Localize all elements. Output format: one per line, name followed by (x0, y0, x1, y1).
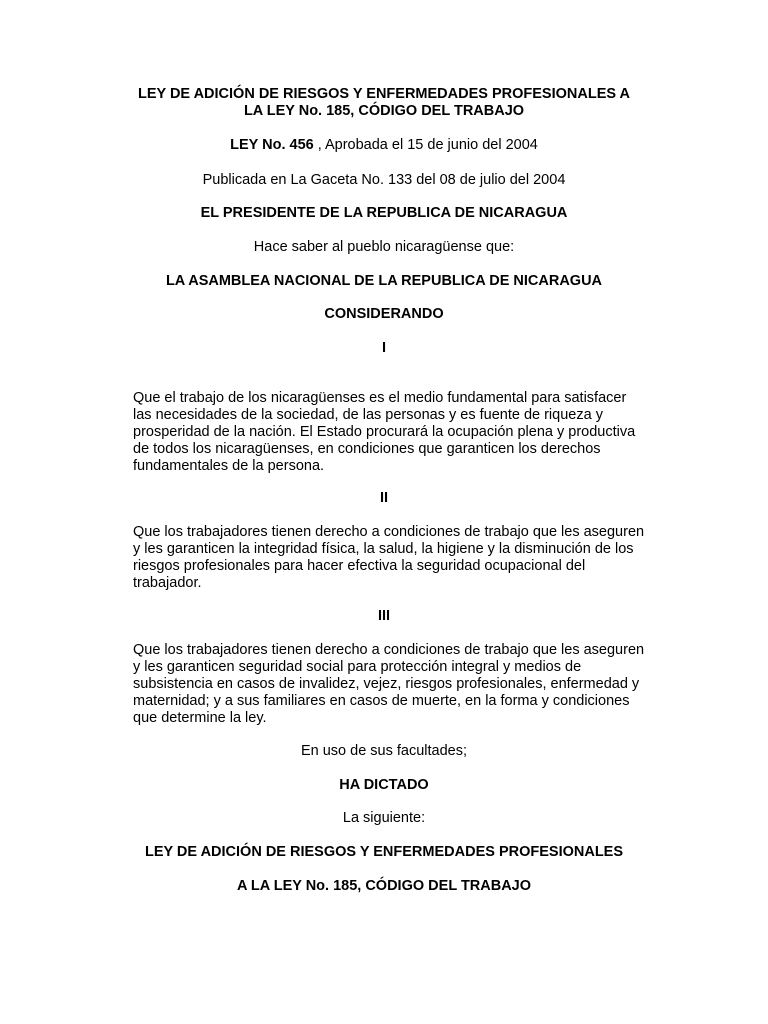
faculties-line: En uso de sus facultades; (300, 743, 468, 759)
section-numeral-3: III (377, 608, 391, 624)
paragraph-line: trabajador. (133, 575, 202, 591)
paragraph-line: Que los trabajadores tienen derecho a condiciones de trabajo que les aseguren (133, 524, 645, 540)
following-line: La siguiente: (342, 810, 426, 826)
section-paragraph-3 (133, 642, 643, 727)
president-heading: EL PRESIDENTE DE LA REPUBLICA DE NICARAGUA (200, 205, 568, 221)
paragraph-line: subsistencia en casos de invalidez, vejez, riesgos profesionales, enfermedad y (133, 676, 640, 692)
section-paragraph-2 (133, 524, 643, 592)
paragraph-line: riesgos profesionales para hacer efectiva la seguridad ocupacional del (133, 558, 586, 574)
announcement-line: Hace saber al pueblo nicaragüense que: (253, 239, 515, 255)
paragraph-line: fundamentales de la persona. (133, 458, 325, 474)
paragraph-line: Que los trabajadores tienen derecho a condiciones de trabajo que les aseguren (133, 642, 645, 658)
section-numeral-2: II (379, 490, 389, 506)
paragraph-line: prosperidad de la nación. El Estado procurará la ocupación plena y productiva (133, 424, 636, 440)
section-numeral-1: I (381, 340, 387, 356)
assembly-heading: LA ASAMBLEA NACIONAL DE LA REPUBLICA DE NICARAGUA (165, 273, 603, 289)
closing-title-line-2: A LA LEY No. 185, CÓDIGO DEL TRABAJO (236, 878, 532, 894)
law-number-line (0, 137, 768, 154)
paragraph-line: que determine la ley. (133, 710, 267, 726)
publication-line: Publicada en La Gaceta No. 133 del 08 de julio del 2004 (202, 172, 566, 188)
title-line-1: LEY DE ADICIÓN DE RIESGOS Y ENFERMEDADES PROFESIONALES A (137, 86, 630, 102)
section-paragraph-1 (133, 390, 643, 475)
considerando-heading: CONSIDERANDO (324, 306, 444, 322)
paragraph-line: Que el trabajo de los nicaragüenses es el medio fundamental para satisfacer (133, 390, 627, 406)
dictated-heading: HA DICTADO (339, 777, 429, 793)
paragraph-line: las necesidades de la sociedad, de las personas y es fuente de riqueza y (133, 407, 603, 423)
closing-title-line-1: LEY DE ADICIÓN DE RIESGOS Y ENFERMEDADES PROFESIONALES (144, 844, 624, 860)
paragraph-line: y les garanticen seguridad social para protección integral y medios de (133, 659, 582, 675)
paragraph-line: de todos los nicaragüenses, en condiciones que garanticen los derechos (133, 441, 601, 457)
approval-date: , Aprobada el 15 de junio del 2004 (313, 137, 538, 153)
law-number: LEY No. 456 (230, 137, 314, 153)
paragraph-line: y les garanticen la integridad física, la salud, la higiene y la disminución de los (133, 541, 634, 557)
paragraph-line: maternidad; y a sus familiares en casos de muerte, en la forma y condiciones (133, 693, 630, 709)
title-line-2: LA LEY No. 185, CÓDIGO DEL TRABAJO (243, 103, 525, 119)
